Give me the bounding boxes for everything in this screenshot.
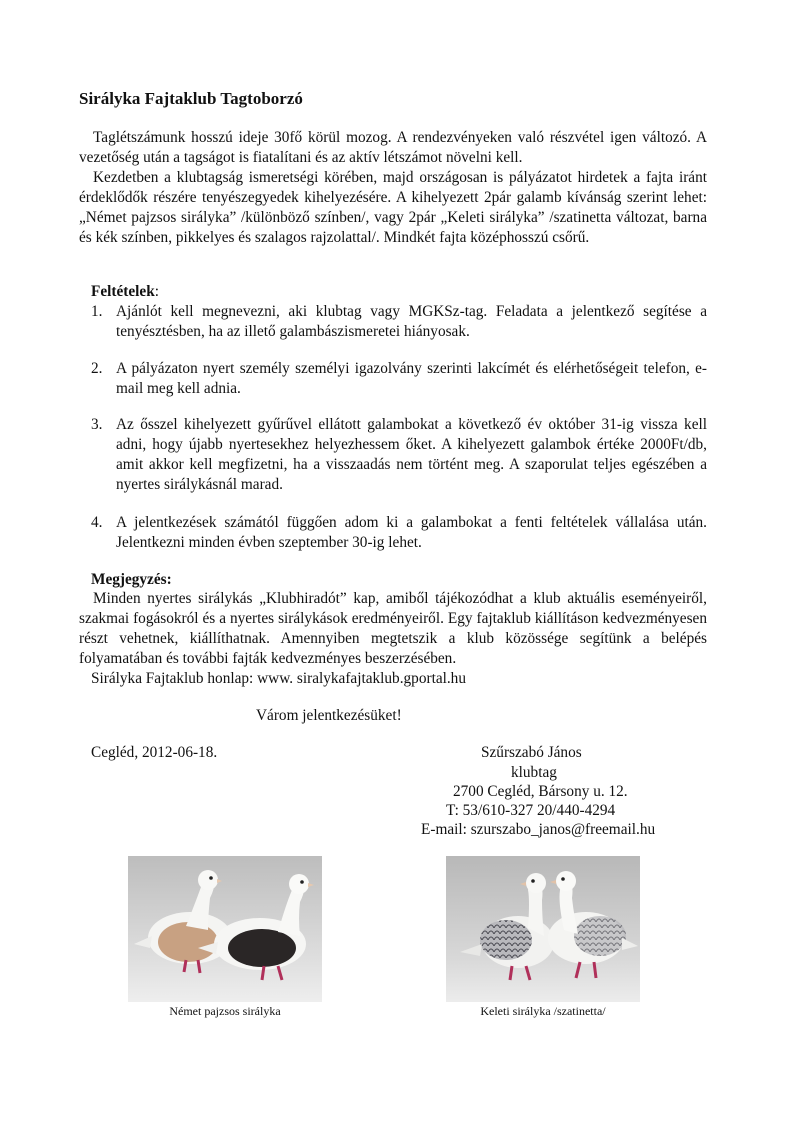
page-title: Sirályka Fajtaklub Tagtoborzó xyxy=(79,89,303,108)
condition-item-1 xyxy=(91,302,707,342)
condition-number: 3. xyxy=(91,416,103,433)
condition-number: 2. xyxy=(91,360,103,377)
condition-text: Ajánlót kell megnevezni, aki klubtag vagy MGKSz-tag. Feladata a jelentkező segítése a tenyésztésben, ha az illető galambászismeretei hiányosak. xyxy=(116,303,707,340)
condition-text: Az ősszel kihelyezett gyűrűvel ellátott galambokat a következő év október 31-ig vissza kell adni, hogy újabb nyertesekhez helyezhessem őket. A kihelyezett galambok értéke 2000Ft/db, amit akkor kell megfizetni, ha a visszaadás nem történt meg. A szaporulat teljes egészében a nyertes sirálykásnál marad. xyxy=(116,416,707,493)
signature-name: Szűrszabó János xyxy=(481,744,582,761)
condition-item-2 xyxy=(91,359,707,399)
condition-text: A jelentkezések számától függően adom ki a galambokat a fenti feltételek vállalása után. Jelentkezni minden évben szeptember 30-ig lehet. xyxy=(116,514,707,551)
conditions-heading xyxy=(91,283,159,301)
pigeon-illustration xyxy=(446,856,640,1002)
conditions-heading-colon: : xyxy=(154,283,159,300)
condition-item-4 xyxy=(91,513,707,553)
condition-number: 4. xyxy=(91,514,103,531)
closing-line: Várom jelentkezésüket! xyxy=(256,707,402,724)
signature-phone: T: 53/610-327 20/440-4294 xyxy=(446,802,616,819)
pigeon-illustration xyxy=(128,856,322,1002)
pigeon-photo-keleti xyxy=(446,856,640,1002)
pigeon-photo-nemet xyxy=(128,856,322,1002)
signature-address: 2700 Cegléd, Bársony u. 12. xyxy=(453,783,628,800)
homepage-line: Sirályka Fajtaklub honlap: www. siralykafajtaklub.gportal.hu xyxy=(91,670,466,687)
signature-role: klubtag xyxy=(511,764,557,781)
condition-item-3 xyxy=(91,415,707,495)
note-heading: Megjegyzés: xyxy=(91,571,172,588)
intro-paragraph-1: Taglétszámunk hosszú ideje 30fő körül mozog. A rendezvényeken való részvétel igen változó. A vezetőség után a tagságot is fiatalítani és az aktív létszámot növelni kell. xyxy=(79,129,707,166)
conditions-heading-text: Feltételek xyxy=(91,283,155,300)
intro-paragraph-2: Kezdetben a klubtagság ismeretségi körében, majd országosan is pályázatot hirdetek a fajta iránt érdeklődők részére tenyészegyedek kihelyezésére. A kihelyezett 2pár galamb kívánság szerint lehet: „Német pajzsos sirályka” /különböző színben/, vagy 2pár „Keleti sirályka” /szatinetta változat, barna és kék színben, pikkelyes és szalagos rajzolattal/. Mindkét fajta középhosszú csőrű. xyxy=(79,169,707,246)
note-paragraph: Minden nyertes sirálykás „Klubhiradót” kap, amiből tájékozódhat a klub aktuális eseményeiről, szakmai fogásokról és a nyertes sirálykások eredményeiről. Egy fajtaklub kiállításon kedvezményesen részt vehetnek, kiállíthatnak. Amennyiben megtetszik a klub közössége segítünk a belépés folyamatában és további fajták kedvezményes beszerzésében. xyxy=(79,590,707,667)
place-date: Cegléd, 2012-06-18. xyxy=(91,744,218,761)
photo-caption-nemet: Német pajzsos sirályka xyxy=(169,1004,281,1018)
signature-email: E-mail: szurszabo_janos@freemail.hu xyxy=(421,821,656,838)
condition-number: 1. xyxy=(91,303,103,320)
photo-caption-keleti: Keleti sirályka /szatinetta/ xyxy=(480,1004,606,1018)
condition-text: A pályázaton nyert személy személyi igazolvány szerinti lakcímét és elérhetőségeit telefon, e-mail meg kell adnia. xyxy=(116,360,707,397)
